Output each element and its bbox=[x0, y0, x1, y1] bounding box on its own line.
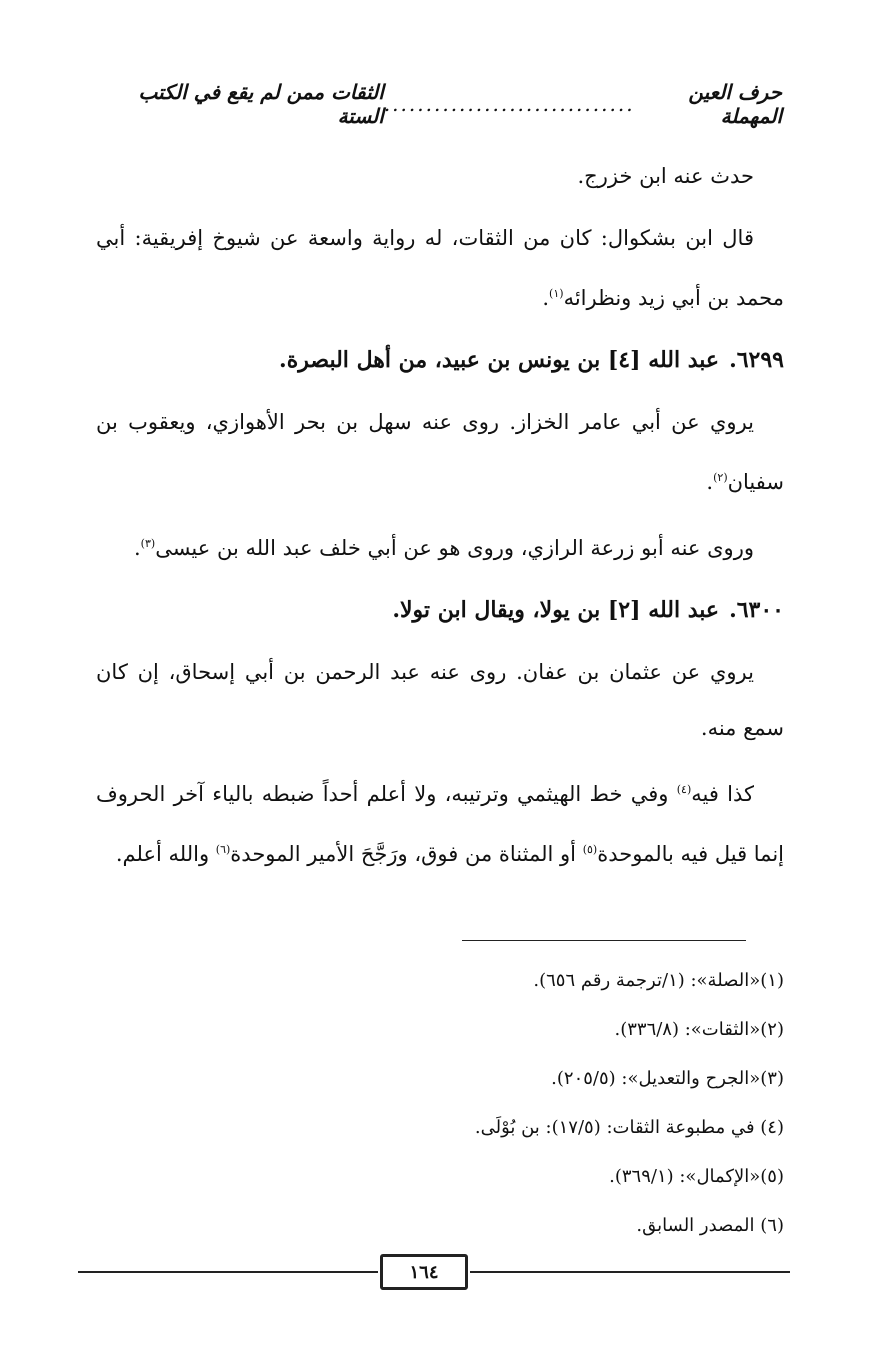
footnote-ref-6: (٦) bbox=[215, 843, 231, 856]
paragraph-6-text-c: أو المثناة من فوق، ورَجَّحَ الأمير الموحدة bbox=[230, 842, 583, 866]
paragraph-3 bbox=[96, 394, 784, 510]
page-number: ١٦٤ bbox=[380, 1254, 468, 1290]
header-chapter-title: حرف العين المهملة bbox=[688, 80, 782, 128]
paragraph-4 bbox=[96, 516, 784, 576]
paragraph-1: حدث عنه ابن خزرج. bbox=[577, 164, 754, 188]
entry-6299 bbox=[96, 332, 784, 388]
footnote-4: (٤) في مطبوعة الثقات: (١٧/٥): بن بُوْلَى. bbox=[474, 1117, 784, 1138]
footnote-ref-2: (٢) bbox=[713, 471, 728, 484]
entry-number: ٦٣٠٠. bbox=[729, 597, 784, 623]
entry-title: عبد الله [٢] بن يولا، ويقال ابن تولا. bbox=[392, 597, 720, 623]
footnote-5: (٥)«الإكمال»: (٣٦٩/١). bbox=[609, 1166, 784, 1187]
paragraph-2-end: . bbox=[542, 286, 550, 310]
paragraph-6-text-d: والله أعلم. bbox=[115, 842, 216, 866]
footer-line-right bbox=[470, 1271, 790, 1273]
footnote-6: (٦) المصدر السابق. bbox=[636, 1215, 784, 1236]
paragraph-2 bbox=[96, 210, 784, 326]
running-header bbox=[112, 80, 782, 128]
footnotes bbox=[96, 956, 784, 1250]
paragraph-4-end: . bbox=[133, 536, 141, 560]
footnote-3: (٣)«الجرح والتعديل»: (٢٠٥/٥). bbox=[551, 1068, 784, 1089]
paragraph-5: يروي عن عثمان بن عفان. روى عنه عبد الرحمن بن أبي إسحاق، إن كان سمع منه. bbox=[96, 660, 784, 740]
footnote-2: (٢)«الثقات»: (٣٣٦/٨). bbox=[614, 1019, 784, 1040]
paragraph-4-text: وروى عنه أبو زرعة الرازي، وروى هو عن أبي خلف عبد الله بن عيسى bbox=[155, 536, 754, 560]
footnote-1: (١)«الصلة»: (١/ترجمة رقم ٦٥٦). bbox=[533, 970, 784, 991]
paragraph-2-text: قال ابن بشكوال: كان من الثقات، له رواية واسعة عن شيوخ إفريقية: أبي محمد بن أبي زيد ونظرائه bbox=[96, 226, 784, 310]
entry-title: عبد الله [٤] بن يونس بن عبيد، من أهل البصرة. bbox=[279, 347, 720, 373]
entry-6300 bbox=[96, 582, 784, 638]
footnote-ref-5: (٥) bbox=[582, 843, 598, 856]
paragraph-6-text-a: كذا فيه bbox=[691, 782, 755, 806]
paragraph-3-end: . bbox=[706, 470, 714, 494]
main-text bbox=[96, 148, 784, 888]
footnote-ref-4: (٤) bbox=[676, 783, 692, 796]
paragraph-6-text-b: وفي خط الهيثمي وترتيبه، ولا أعلم أحداً ضبطه بالياء آخر الحروف إنما قيل فيه بالموحدة bbox=[96, 782, 784, 866]
entry-number: ٦٢٩٩. bbox=[729, 347, 784, 373]
header-dots: .............................. bbox=[383, 92, 635, 116]
footnote-ref-1: (١) bbox=[549, 287, 564, 300]
header-book-title: الثقات ممن لم يقع في الكتب الستة bbox=[138, 80, 384, 128]
paragraph-3-text: يروي عن أبي عامر الخزاز. روى عنه سهل بن بحر الأهوازي، ويعقوب بن سفيان bbox=[96, 410, 784, 494]
footer-line-left bbox=[78, 1271, 378, 1273]
paragraph-6 bbox=[96, 762, 784, 882]
footnote-ref-3: (٣) bbox=[140, 537, 156, 550]
footnote-divider bbox=[462, 940, 746, 941]
